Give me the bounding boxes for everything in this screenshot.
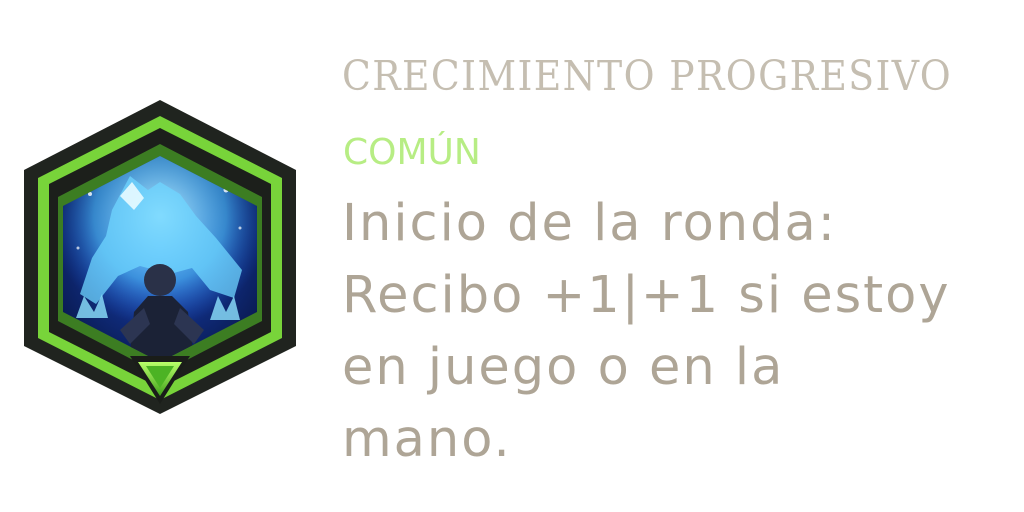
description-line: en juego o en la — [342, 338, 785, 397]
description-line: mano. — [342, 410, 512, 469]
rarity-label: COMÚN — [343, 132, 481, 173]
champion-emblem-icon — [20, 98, 300, 414]
description-line: Recibo +1|+1 si estoy — [342, 266, 951, 325]
keyword-title: CRECIMIENTO PROGRESIVO — [342, 52, 953, 100]
keyword-description — [342, 188, 1012, 476]
description-line: Inicio de la ronda: — [342, 194, 837, 253]
